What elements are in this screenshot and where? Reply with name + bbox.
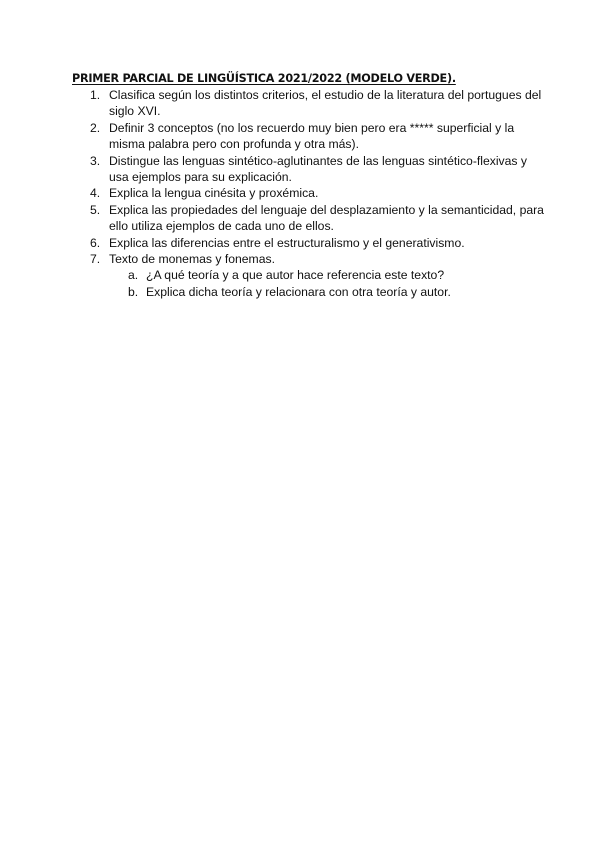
sub-question-letter: b. [128, 284, 139, 299]
question-number: 7. [90, 252, 101, 267]
question-item-4 [76, 185, 546, 201]
sub-question-item-b [111, 284, 546, 300]
question-number: 3. [90, 153, 101, 168]
question-text: Distingue las lenguas sintético-aglutinantes de las lenguas sintético-flexivas y usa ejemplos para su explicación. [109, 153, 527, 185]
question-item-5 [76, 202, 546, 235]
question-number: 2. [90, 120, 101, 135]
sub-question-text: ¿A qué teoría y a que autor hace referencia este texto? [146, 268, 445, 283]
question-text: Explica las diferencias entre el estructuralismo y el generativismo. [109, 235, 465, 250]
question-text: Definir 3 conceptos (no los recuerdo muy bien pero era ***** superficial y la misma palabra pero con profunda y otra más). [109, 120, 515, 152]
question-number: 6. [90, 235, 101, 250]
questions-list [76, 87, 546, 300]
question-text: Clasifica según los distintos criterios, el estudio de la literatura del portugues del siglo XVI. [109, 88, 542, 119]
sub-question-letter: a. [128, 268, 139, 283]
question-item-3 [76, 153, 546, 186]
document-title: PRIMER PARCIAL DE LINGÜÍSTICA 2021/2022 (MODELO VERDE). [72, 72, 456, 85]
question-text: Explica las propiedades del lenguaje del desplazamiento y la semanticidad, para ello utiliza ejemplos de cada uno de ellos. [109, 202, 544, 234]
question-number: 5. [90, 202, 101, 217]
sub-question-text: Explica dicha teoría y relacionara con otra teoría y autor. [146, 284, 451, 299]
question-number: 4. [90, 186, 101, 201]
question-item-7 [76, 251, 546, 300]
question-item-6 [76, 235, 546, 251]
question-item-2 [76, 120, 546, 153]
sub-questions-list [109, 267, 546, 300]
question-number: 1. [90, 88, 101, 102]
question-text: Explica la lengua cinésita y proxémica. [109, 186, 319, 201]
question-text: Texto de monemas y fonemas. [109, 252, 275, 267]
sub-question-item-a [111, 267, 546, 283]
question-item-1 [76, 87, 546, 120]
